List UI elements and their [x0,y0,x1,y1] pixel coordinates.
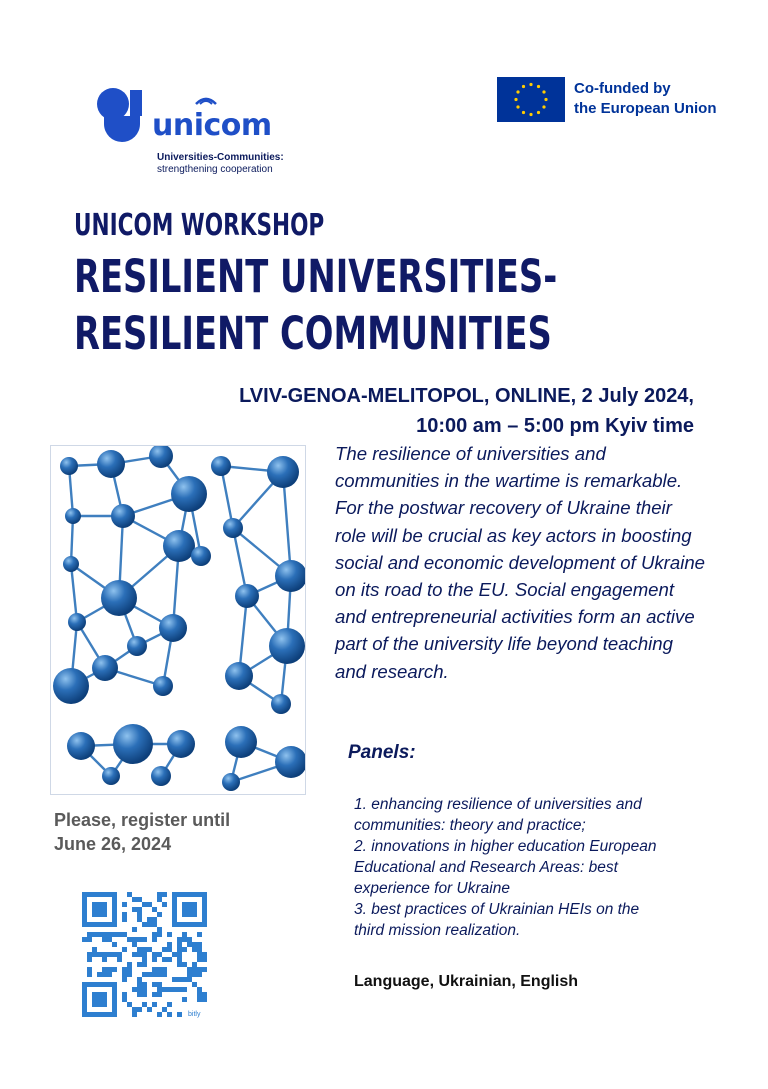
event-time: 10:00 am – 5:00 pm Kyiv time [416,415,694,437]
eu-cofunded-line1: Co-funded by [574,80,671,97]
molecular-network-image [50,445,306,795]
logo-bar-icon [130,90,142,116]
panel-line: third mission realization. [354,922,521,939]
page-title-line2: RESILIENT COMMUNITIES [74,307,552,360]
event-location-date: LVIV-GENOA-MELITOPOL, ONLINE, 2 July 2024, [239,385,694,407]
logo-wordmark: unicom [152,108,272,143]
workshop-label: UNICOM WORKSHOP [74,208,325,243]
eu-cofunded-line2: the European Union [574,100,717,117]
page-title-line1: RESILIENT UNIVERSITIES- [74,250,558,303]
panel-line: experience for Ukraine [354,880,510,897]
logo-tagline-line1: Universities-Communities: [157,152,284,163]
panel-line: Educational and Research Areas: best [354,859,618,876]
panel-line: 3. best practices of Ukrainian HEIs on the [354,901,640,918]
logo-tagline-line2: strengthening cooperation [157,164,273,175]
eu-flag-icon [497,77,565,122]
panels-heading: Panels: [348,742,416,763]
register-deadline-line1: Please, register until [54,810,231,830]
language-info: Language, Ukrainian, English [354,973,579,990]
panel-line: 2. innovations in higher education European [354,838,657,855]
logo-circle-icon [97,88,129,120]
logo-bowl-icon [104,116,140,142]
workshop-description: The resilience of universities and communities in the wartime is remarkable. For the postwar recovery of Ukraine their role will be crucial as key actors in boosting social and economic development of Ukraine on its road to the EU. Social engagement and entrepreneurial activities form an active part of the university life beyond teaching and research. [335,443,706,682]
register-deadline-line2: June 26, 2024 [54,834,172,854]
panel-line: communities: theory and practice; [354,817,586,834]
panel-line: 1. enhancing resilience of universities and [354,796,642,813]
registration-qr-code[interactable] [80,890,208,1018]
qr-bitly-label: bitly [188,1011,201,1018]
